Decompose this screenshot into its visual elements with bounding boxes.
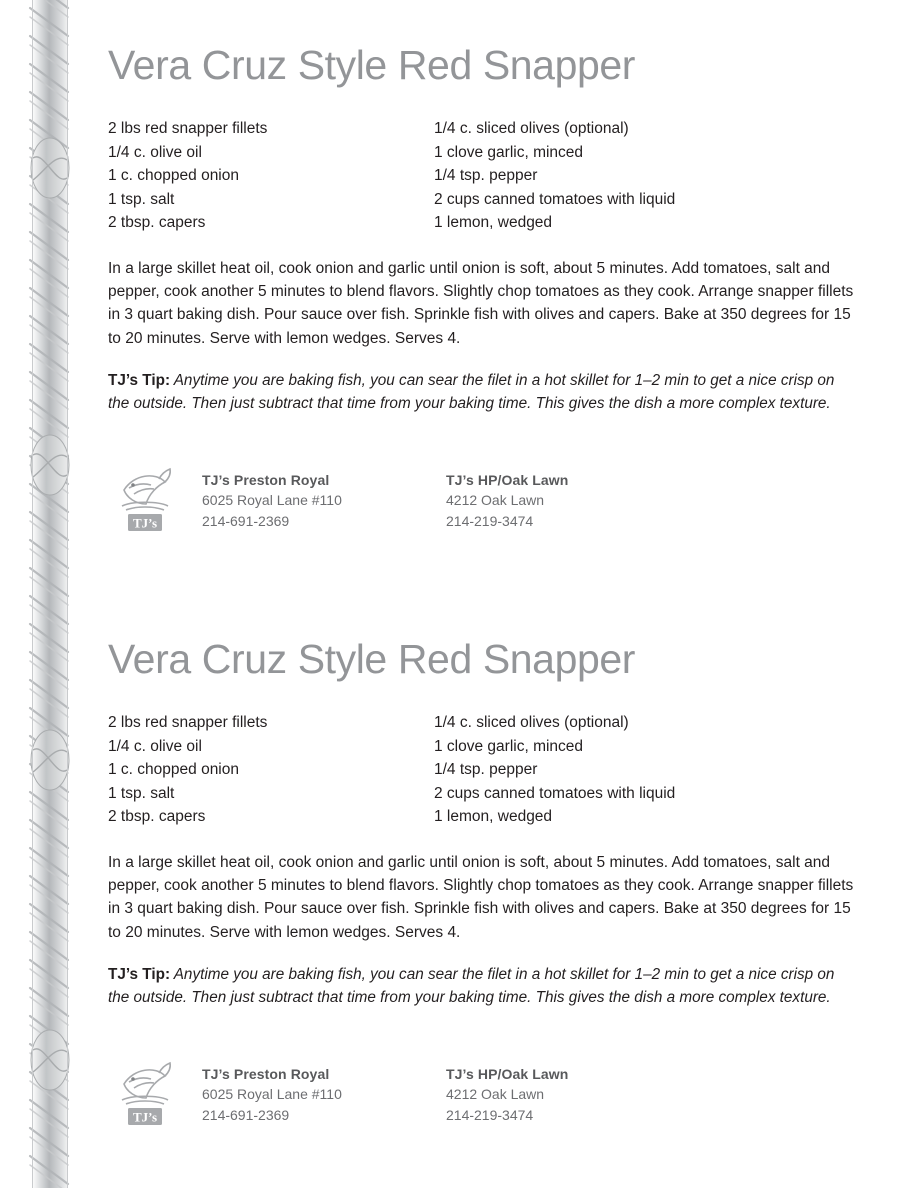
directions-text: In a large skillet heat oil, cook onion and garlic until onion is soft, about 5 minutes. Add tomatoes, salt and pepper, cook another 5 minutes to blend flavors. Slightly chop tomatoes as they cook. Arrange snapper fillets in 3 quart baking dish. Pour sauce over fish. Sprinkle fish with olives and capers. Bake at 350 degrees for 15 to 20 minutes. Serve with lemon wedges. Serves 4. — [108, 259, 854, 347]
chef-tip-text: Anytime you are baking fish, you can sear the filet in a hot skillet for 1–2 min to get a nice crisp on the outside. Then just subtract that time from your baking time. This gives the dish a more complex texture. — [108, 371, 835, 412]
location-phone: 214-219-3474 — [446, 1107, 534, 1124]
location-address: 6025 Royal Lane #110 — [202, 492, 342, 509]
list-item: 1 tsp. salt — [108, 784, 175, 802]
list-item: 1 c. chopped onion — [108, 761, 239, 779]
location-phone: 214-219-3474 — [446, 513, 534, 530]
list-item: 1/4 tsp. pepper — [434, 167, 538, 185]
list-item: 1 tsp. salt — [108, 190, 175, 208]
footer-1 — [108, 460, 856, 534]
recipe-card-1 — [108, 44, 856, 534]
tjs-logo-icon — [116, 1054, 174, 1128]
location-name: TJ’s Preston Royal — [202, 471, 330, 488]
location-preston-royal — [202, 1064, 446, 1126]
ingredients-list-2 — [108, 711, 856, 829]
list-item: 1/4 c. sliced olives (optional) — [434, 714, 629, 732]
ingredients-column-left — [108, 117, 434, 235]
location-name: TJ’s HP/Oak Lawn — [446, 471, 569, 488]
list-item: 2 lbs red snapper fillets — [108, 714, 268, 732]
location-preston-royal — [202, 470, 446, 532]
location-address: 6025 Royal Lane #110 — [202, 1086, 342, 1103]
list-item: 1/4 c. sliced olives (optional) — [434, 120, 629, 138]
chef-tip-label: TJ’s Tip: — [108, 371, 171, 389]
list-item: 1 clove garlic, minced — [434, 143, 584, 161]
list-item: 1/4 tsp. pepper — [434, 761, 538, 779]
list-item: 1 lemon, wedged — [434, 214, 553, 232]
location-name: TJ’s HP/Oak Lawn — [446, 1065, 569, 1082]
list-item: 1 lemon, wedged — [434, 808, 553, 826]
list-item: 2 cups canned tomatoes with liquid — [434, 190, 676, 208]
chef-tip-label: TJ’s Tip: — [108, 965, 171, 983]
ingredients-column-left — [108, 711, 434, 829]
directions-text: In a large skillet heat oil, cook onion and garlic until onion is soft, about 5 minutes. Add tomatoes, salt and pepper, cook another 5 minutes to blend flavors. Slightly chop tomatoes as they cook. Arrange snapper fillets in 3 quart baking dish. Pour sauce over fish. Sprinkle fish with olives and capers. Bake at 350 degrees for 15 to 20 minutes. Serve with lemon wedges. Serves 4. — [108, 853, 854, 941]
location-phone: 214-691-2369 — [202, 1107, 290, 1124]
svg-text:TJ’s: TJ’s — [132, 1109, 158, 1125]
ingredients-column-right — [434, 711, 854, 829]
list-item: 2 tbsp. capers — [108, 808, 206, 826]
recipe-card-2 — [108, 638, 856, 1128]
chef-tip-text: Anytime you are baking fish, you can sear the filet in a hot skillet for 1–2 min to get a nice crisp on the outside. Then just subtract that time from your baking time. This gives the dish a more complex texture. — [108, 965, 835, 1006]
location-name: TJ’s Preston Royal — [202, 1065, 330, 1082]
page-title-2: Vera Cruz Style Red Snapper — [108, 636, 636, 682]
chef-tip — [108, 370, 856, 416]
ingredients-column-right — [434, 117, 854, 235]
chef-tip — [108, 964, 856, 1010]
list-item: 2 cups canned tomatoes with liquid — [434, 784, 676, 802]
tjs-logo-icon — [116, 460, 174, 534]
page-title: Vera Cruz Style Red Snapper — [108, 42, 636, 88]
list-item: 1/4 c. olive oil — [108, 737, 202, 755]
svg-text:TJ’s: TJ’s — [132, 515, 158, 531]
footer-2 — [108, 1054, 856, 1128]
ingredients-list-1 — [108, 117, 856, 235]
list-item: 2 tbsp. capers — [108, 214, 206, 232]
location-address: 4212 Oak Lawn — [446, 1086, 545, 1103]
location-hp-oak-lawn — [446, 470, 568, 532]
list-item: 2 lbs red snapper fillets — [108, 120, 268, 138]
list-item: 1 c. chopped onion — [108, 167, 239, 185]
list-item: 1 clove garlic, minced — [434, 737, 584, 755]
location-phone: 214-691-2369 — [202, 513, 290, 530]
location-hp-oak-lawn — [446, 1064, 568, 1126]
list-item: 1/4 c. olive oil — [108, 143, 202, 161]
location-address: 4212 Oak Lawn — [446, 492, 545, 509]
locations-2 — [202, 1054, 568, 1126]
locations-1 — [202, 460, 568, 532]
